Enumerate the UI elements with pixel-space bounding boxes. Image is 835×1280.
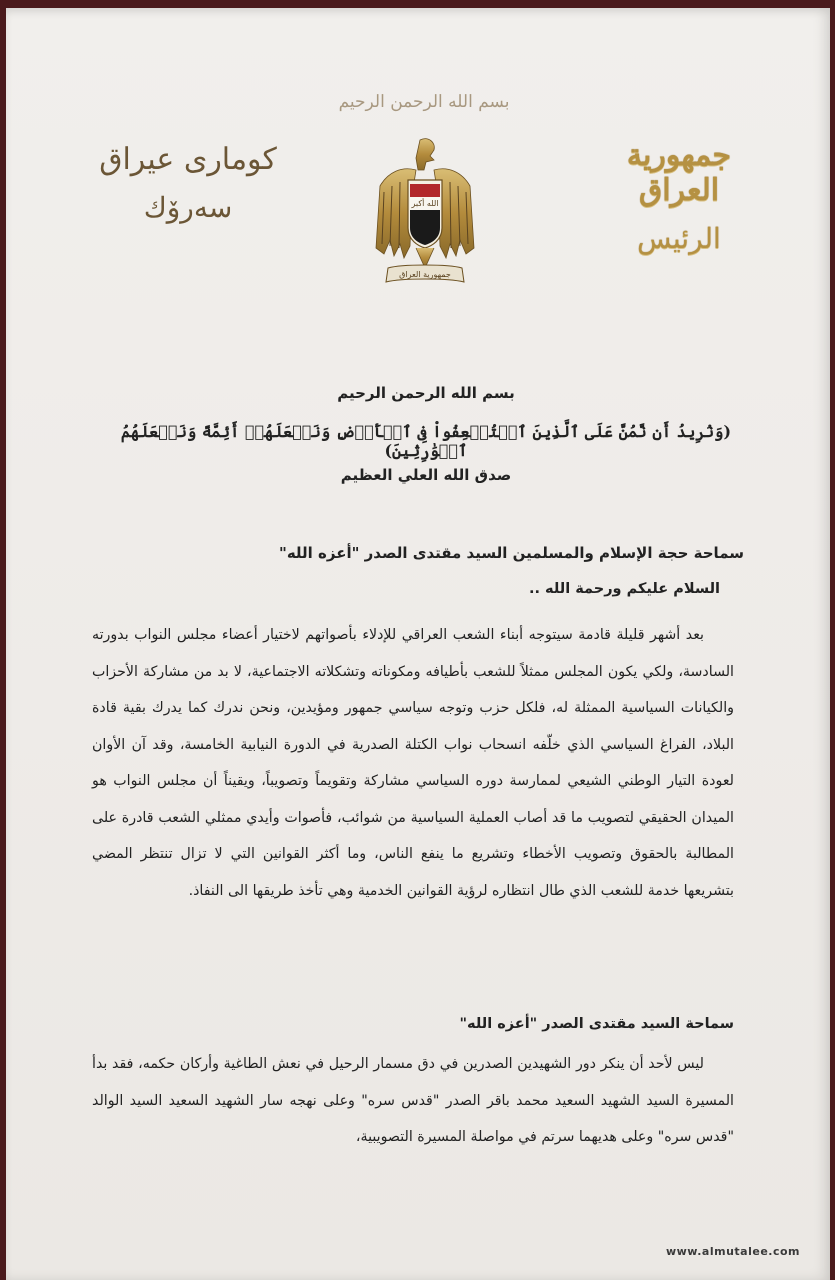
verse-closing: صدق الله العلي العظيم — [340, 466, 512, 484]
letterhead-president-arabic: الرئيس — [637, 222, 721, 255]
addressee-heading: سماحة حجة الإسلام والمسلمين السيد مقتدى الصدر "أعزه الله" — [279, 544, 744, 562]
header-basmala: بسم الله الرحمن الرحيم — [338, 92, 510, 112]
letterhead-president-kurdish: سەرۆك — [143, 191, 233, 224]
letterhead-republic-arabic: جمهورية العراق — [626, 138, 732, 208]
source-watermark: www.almutalee.com — [665, 1245, 800, 1258]
iraq-eagle-emblem-icon — [372, 136, 478, 292]
letter-basmala: بسم الله الرحمن الرحيم — [337, 384, 515, 402]
emblem-motto: الله أكبر — [411, 199, 439, 208]
greeting-line: السلام عليكم ورحمة الله .. — [528, 581, 720, 597]
letter-paper — [6, 8, 830, 1280]
letter-paragraph-1: بعد أشهر قليلة قادمة سيتوجه أبناء الشعب العراقي للإدلاء بأصواتهم لاختيار أعضاء مجلس النواب بدورته السادسة، ولكي يكون المجلس ممثلاً للشعب بأطيافه ومكوناته وتشكلاته الاجتماعية، لا بد من مشاركة الأحزاب والكيانات السياسية الممثلة له، فلكل حزب وتوجه سياسي جمهور ومؤيدين، ونحن ندرك كما يدرك بقية قادة البلاد، الفراغ السياسي الذي خلّفه انسحاب نواب الكتلة الصدرية في الدورة النيابية الخامسة، وقد آن الأوان لعودة التيار الوطني الشيعي لممارسة دوره السياسي مشاركة وتقويماً وتصويباً، ويقيناً أن مجلس النواب هو الميدان الحقيقي لتصويب ما قد أصاب العملية السياسية من شوائب، فأصوات وأيدي ممثلي الشعب قادرة على المطالبة بالحقوق وتصويب الأخطاء وتشريع ما ينفع الناس، وما أكثر القوانين التي لا تزال تنتظر المضي بتشريعها خدمة للشعب الذي طال انتظاره لرؤية القوانين الخدمية وهي تأخذ طريقها الى النفاذ. — [92, 627, 734, 899]
letterhead-arabic — [594, 138, 764, 255]
letterhead-republic-kurdish: كومارى عيراق — [99, 142, 277, 177]
addressee-heading-2: سماحة السيد مقتدى الصدر "أعزه الله" — [459, 1016, 734, 1032]
quran-verse: (وَنُرِيدُ أَن نَّمُنَّ عَلَى ٱلَّذِينَ ٱسۡتُضۡعِفُواْ فِى ٱلۡأَرۡضِ وَنَجۡعَلَهُمۡ أَئِمَّةً وَنَجۡعَلَهُمُ ٱلۡوَٰرِثِينَ) — [120, 422, 732, 460]
letter-paragraph-2: ليس لأحد أن ينكر دور الشهيدين الصدرين في دق مسمار الرحيل في نعش الطاغية وأركان حكمه، فقد بدأ المسيرة السيد الشهيد السعيد محمد باقر الصدر "قدس سره" وعلى نهجه سار الشهيد السعيد السيد الوالد "قدس سره" وعلى هديهما سرتم في مواصلة المسيرة التصويبية، — [92, 1056, 734, 1145]
letterhead-kurdish — [98, 142, 278, 224]
emblem-banner-text: جمهورية العراق — [399, 270, 451, 279]
